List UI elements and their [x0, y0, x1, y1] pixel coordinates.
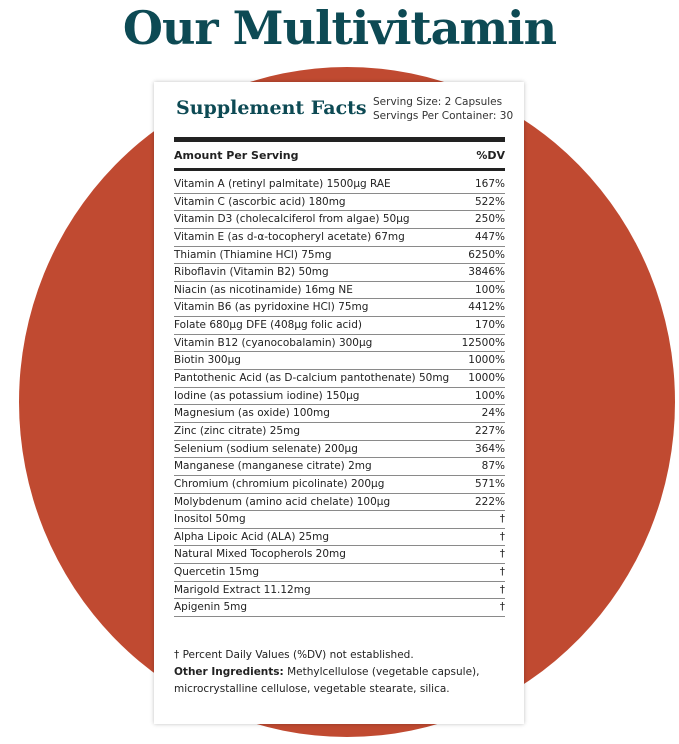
nutrient-name: Vitamin C (ascorbic acid) 180mg [174, 195, 346, 208]
nutrient-name: Folate 680µg DFE (408µg folic acid) [174, 319, 362, 332]
label-footer [174, 647, 514, 698]
supplement-facts-title: Supplement Facts [176, 97, 367, 119]
column-header [174, 146, 505, 166]
nutrient-name: Pantothenic Acid (as D-calcium pantothenate) 50mg [174, 372, 450, 385]
nutrient-row [174, 582, 505, 600]
nutrient-row [174, 546, 505, 564]
other-ingredients-text: Methylcellulose (vegetable capsule), microcrystalline cellulose, vegetable stearate, silica. [174, 666, 480, 695]
nutrient-row [174, 511, 505, 529]
nutrient-row [174, 405, 505, 423]
nutrient-dv: 100% [474, 389, 505, 402]
nutrient-dv: 1000% [468, 354, 505, 367]
nutrient-row [174, 458, 505, 476]
nutrient-row [174, 494, 505, 512]
nutrient-name: Vitamin B6 (as pyridoxine HCl) 75mg [174, 301, 369, 314]
nutrient-row [174, 388, 505, 406]
nutrient-name: Marigold Extract 11.12mg [174, 583, 311, 596]
nutrient-dv: 571% [474, 477, 505, 490]
nutrient-row [174, 317, 505, 335]
nutrient-dv: 12500% [461, 336, 505, 349]
nutrient-dv: 170% [474, 319, 505, 332]
nutrient-row [174, 352, 505, 370]
nutrient-name: Magnesium (as oxide) 100mg [174, 407, 330, 420]
nutrient-row [174, 441, 505, 459]
nutrient-name: Zinc (zinc citrate) 25mg [174, 424, 300, 437]
nutrient-dv: † [499, 513, 505, 526]
nutrient-dv: † [499, 583, 505, 596]
nutrient-row [174, 282, 505, 300]
nutrient-row [174, 194, 505, 212]
nutrient-name: Thiamin (Thiamine HCl) 75mg [174, 248, 332, 261]
nutrient-name: Molybdenum (amino acid chelate) 100µg [174, 495, 391, 508]
nutrient-name: Vitamin B12 (cyanocobalamin) 300µg [174, 336, 373, 349]
nutrient-dv: † [499, 530, 505, 543]
nutrient-name: Vitamin D3 (cholecalciferol from algae) 50µg [174, 213, 410, 226]
other-ingredients [174, 664, 514, 698]
page-heading: Our Multivitamin [122, 1, 557, 55]
nutrient-row [174, 529, 505, 547]
nutrient-name: Chromium (chromium picolinate) 200µg [174, 477, 385, 490]
nutrient-dv: 250% [474, 213, 505, 226]
nutrient-row [174, 335, 505, 353]
nutrient-row [174, 476, 505, 494]
nutrient-name: Vitamin A (retinyl palmitate) 1500µg RAE [174, 178, 391, 190]
nutrient-row [174, 370, 505, 388]
nutrient-name: Inositol 50mg [174, 513, 246, 526]
nutrient-dv: 100% [474, 283, 505, 296]
nutrient-row [174, 423, 505, 441]
nutrient-dv: 227% [474, 424, 505, 437]
nutrient-dv: 364% [474, 442, 505, 455]
nutrient-name: Selenium (sodium selenate) 200µg [174, 442, 358, 455]
nutrient-dv: 447% [474, 230, 505, 243]
nutrient-row [174, 599, 505, 617]
serving-size: Serving Size: 2 Capsules [373, 96, 503, 108]
nutrient-dv: 1000% [468, 372, 505, 385]
nutrient-dv: 6250% [468, 248, 505, 261]
nutrient-dv: † [499, 548, 505, 561]
nutrient-name: Manganese (manganese citrate) 2mg [174, 460, 372, 473]
nutrient-name: Apigenin 5mg [174, 601, 248, 614]
nutrient-dv: † [499, 601, 505, 614]
nutrient-name: Riboflavin (Vitamin B2) 50mg [174, 266, 329, 279]
supplement-facts-panel [154, 82, 524, 724]
nutrient-dv: 3846% [468, 266, 505, 279]
other-ingredients-label: Other Ingredients: [174, 666, 284, 678]
dv-header: %DV [476, 149, 505, 162]
nutrient-name: Biotin 300µg [174, 354, 241, 367]
nutrient-dv: 167% [474, 178, 505, 190]
nutrient-name: Natural Mixed Tocopherols 20mg [174, 548, 346, 561]
nutrient-name: Quercetin 15mg [174, 566, 259, 579]
nutrient-name: Iodine (as potassium iodine) 150µg [174, 389, 360, 402]
nutrient-dv: 24% [481, 407, 505, 420]
nutrient-row [174, 299, 505, 317]
nutrient-name: Vitamin E (as d-α-tocopheryl acetate) 67mg [174, 230, 405, 243]
nutrient-dv: 4412% [468, 301, 505, 314]
nutrient-dv: † [499, 566, 505, 579]
nutrient-row [174, 229, 505, 247]
nutrient-row [174, 211, 505, 229]
serving-info [373, 95, 513, 123]
header-divider [174, 168, 505, 171]
nutrient-name: Alpha Lipoic Acid (ALA) 25mg [174, 530, 330, 543]
thick-divider [174, 137, 505, 142]
nutrient-dv: 222% [474, 495, 505, 508]
nutrient-row [174, 564, 505, 582]
amount-per-serving-header: Amount Per Serving [174, 149, 299, 162]
nutrient-name: Niacin (as nicotinamide) 16mg NE [174, 283, 353, 296]
servings-per-container: Servings Per Container: 30 [373, 110, 514, 122]
nutrient-row [174, 264, 505, 282]
nutrient-row [174, 176, 505, 194]
nutrient-row [174, 247, 505, 265]
nutrient-dv: 87% [481, 460, 505, 473]
nutrient-dv: 522% [474, 195, 505, 208]
dv-footnote: † Percent Daily Values (%DV) not established. [174, 649, 414, 661]
nutrient-list [174, 176, 505, 617]
